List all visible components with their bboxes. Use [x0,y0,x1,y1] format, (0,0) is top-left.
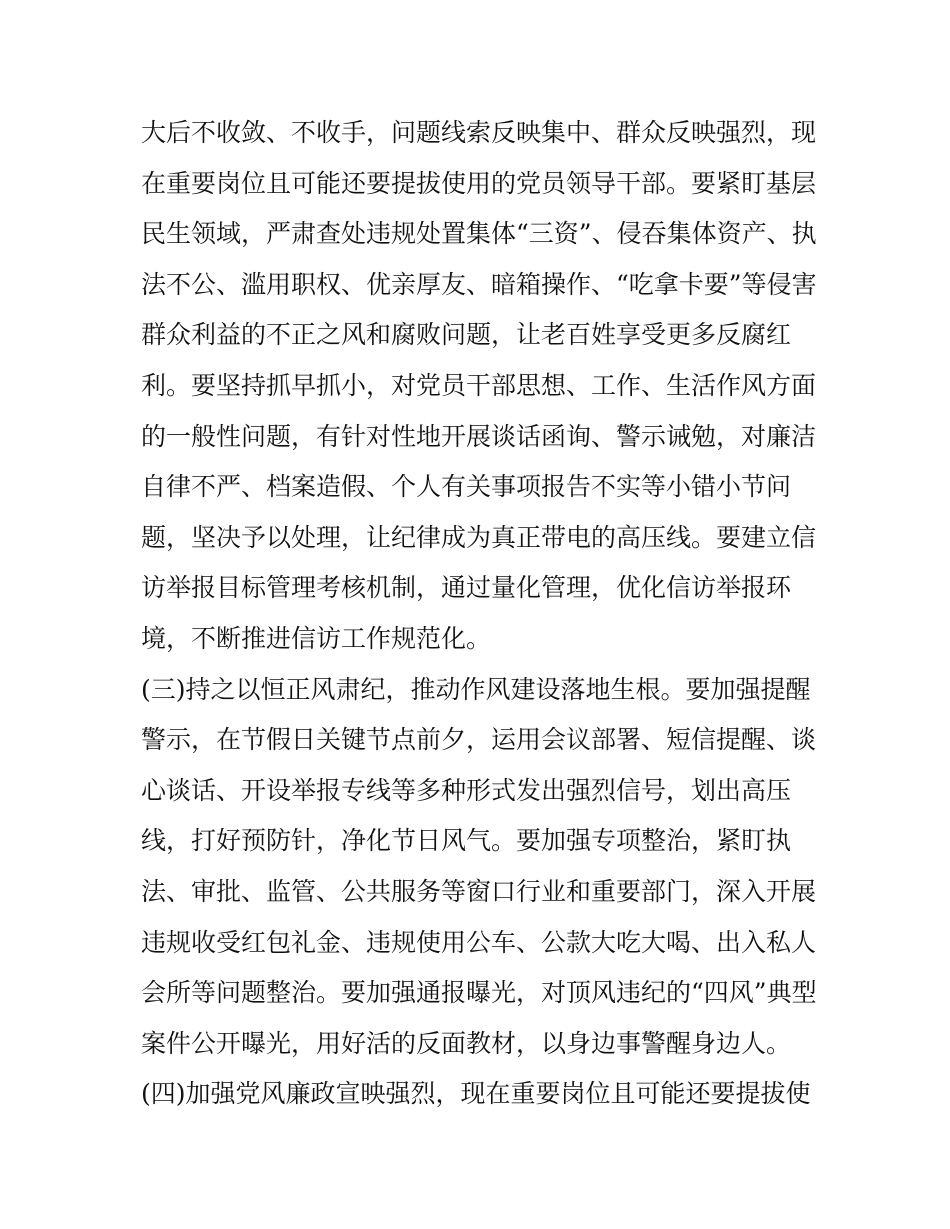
text-line: 自律不严、档案造假、个人有关事项报告不实等小错小节问 [141,472,792,502]
text-line: 利。要坚持抓早抓小，对党员干部思想、工作、生活作风方面 [141,370,817,400]
text-line: 题，坚决予以处理，让纪律成为真正带电的高压线。要建立信 [141,522,817,552]
text-line: 民生领域，严肃查处违规处置集体“三资”、侵吞集体资产、执 [141,219,817,249]
text-line: 大后不收敛、不收手，问题线索反映集中、群众反映强烈，现 [141,118,817,147]
text-line: 心谈话、开设举报专线等多种形式发出强烈信号，划出高压 [141,775,792,805]
section-heading-line: (四)加强党风廉政宣映强烈，现在重要岗位且可能还要提拔使 [141,1079,811,1109]
text-line: 境，不断推进信访工作规范化。 [141,623,492,653]
text-line: 访举报目标管理考核机制，通过量化管理，优化信访举报环 [141,573,792,603]
text-line: 法、审批、监管、公共服务等窗口行业和重要部门，深入开展 [141,876,817,906]
body-text [141,108,831,1120]
text-line: 会所等问题整治。要加强通报曝光，对顶风违纪的“四风”典型 [141,978,817,1008]
text-line: 线，打好预防针，净化节日风气。要加强专项整治，紧盯执 [141,826,792,856]
text-line: 在重要岗位且可能还要提拔使用的党员领导干部。要紧盯基层 [141,168,817,198]
text-line: 的一般性问题，有针对性地开展谈话函询、警示诫勉，对廉洁 [141,421,817,451]
text-line: 法不公、滥用职权、优亲厚友、暗箱操作、“吃拿卡要”等侵害 [141,269,817,299]
section-heading-line: (三)持之以恒正风肃纪，推动作风建设落地生根。要加强提醒 [141,674,811,704]
text-line: 违规收受红包礼金、违规使用公车、公款大吃大喝、出入私人 [141,927,817,957]
text-line: 案件公开曝光，用好活的反面教材，以身边事警醒身边人。 [141,1028,792,1058]
text-line: 警示，在节假日关键节点前夕，运用会议部署、短信提醒、谈 [141,725,817,755]
text-line: 群众利益的不正之风和腐败问题，让老百姓享受更多反腐红 [141,320,792,350]
